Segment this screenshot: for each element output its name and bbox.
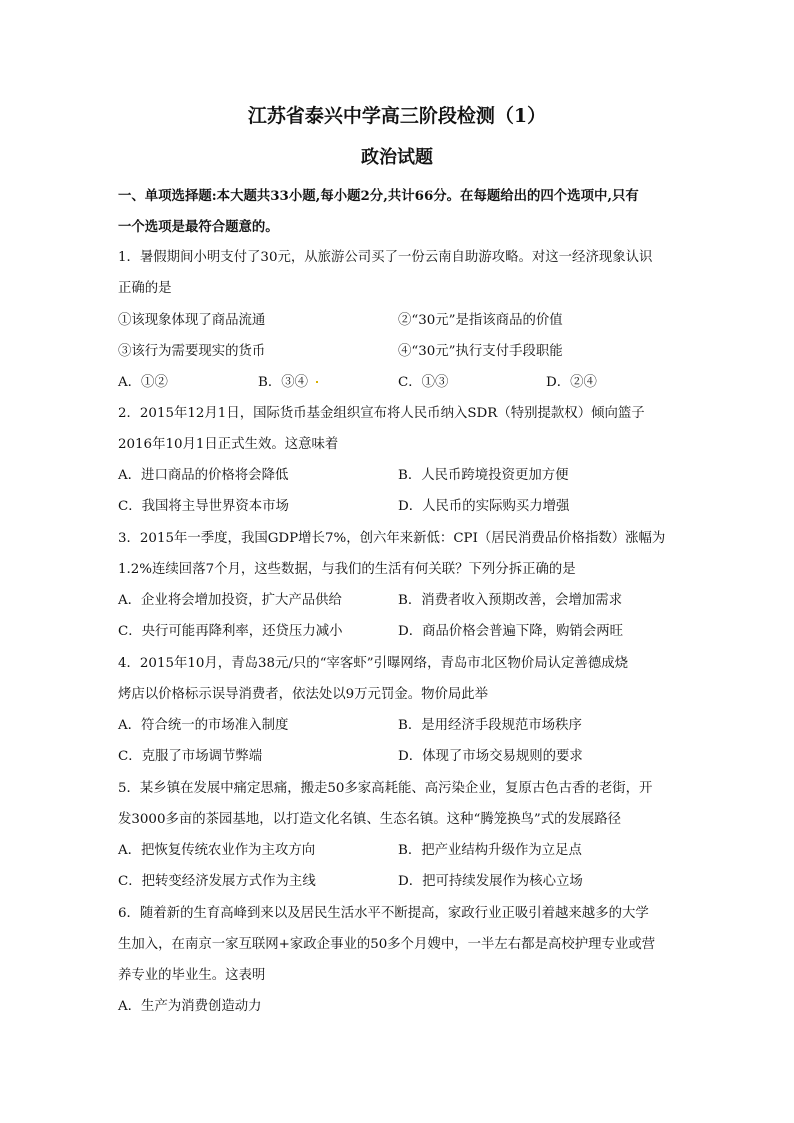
q5-option-a: A．把恢复传统农业作为主攻方向 [118, 843, 316, 858]
stray-mark [316, 381, 318, 383]
q1-statement-1: ①该现象体现了商品流通 [118, 313, 266, 328]
q1-option-d: D．②④ [546, 375, 597, 390]
q5-option-b: B．把产业结构升级作为立足点 [398, 843, 582, 858]
q2-option-c: C．我国将主导世界资本市场 [118, 499, 289, 514]
q5-option-d: D．把可持续发展作为核心立场 [398, 874, 583, 889]
q1-statement-4: ④“30元”执行支付手段职能 [398, 344, 563, 359]
q1-option-c: C．①③ [398, 375, 449, 390]
q6-stem-line2: 生加入，在南京一家互联网+家政企事业的50多个月嫂中，一半左右都是高校护理专业或营 [118, 937, 656, 952]
q3-option-c: C．央行可能再降利率，还贷压力减小 [118, 624, 343, 639]
q4-option-c: C．克服了市场调节弊端 [118, 749, 263, 764]
q4-stem-line1: 4．2015年10月，青岛38元/只的“宰客虾”引曝网络，青岛市北区物价局认定善德成烧 [118, 656, 628, 671]
q6-option-a: A．生产为消费创造动力 [118, 999, 262, 1014]
q1-stem-line2: 正确的是 [118, 281, 172, 296]
q1-statement-3: ③该行为需要现实的货币 [118, 344, 266, 359]
q3-stem-line2: 1.2%连续回落7个月，这些数据，与我们的生活有何关联？下列分拆正确的是 [118, 562, 576, 577]
q6-stem-line3: 养专业的毕业生。这表明 [118, 968, 266, 983]
q5-option-c: C．把转变经济发展方式作为主线 [118, 874, 316, 889]
q2-stem-line1: 2．2015年12月1日，国际货币基金组织宣布将人民币纳入SDR（特别提款权）倾向篮子 [118, 406, 645, 421]
section-heading-line2: 一个选项是最符合题意的。 [118, 219, 279, 235]
q5-stem-line1: 5．某乡镇在发展中痛定思痛，搬走50多家高耗能、高污染企业，复原古色古香的老街，开 [118, 781, 653, 796]
q1-statement-2: ②“30元”是指该商品的价值 [398, 313, 563, 328]
q2-stem-line2: 2016年10月1日正式生效。这意味着 [118, 437, 339, 452]
q3-option-b: B．消费者收入预期改善，会增加需求 [398, 593, 623, 608]
q5-stem-line2: 发3000多亩的茶园基地，以打造文化名镇、生态名镇。这种“腾笼换鸟”式的发展路径 [118, 812, 622, 827]
q1-option-a: A．①② [118, 375, 168, 390]
q1-stem-line1: 1．暑假期间小明支付了30元，从旅游公司买了一份云南自助游攻略。对这一经济现象认识 [118, 250, 653, 265]
q3-option-d: D．商品价格会普遍下降，购销会两旺 [398, 624, 623, 639]
q1-option-b: B．③④ [258, 375, 309, 390]
section-heading-line1: 一、单项选择题:本大题共33小题,每小题2分,共计66分。在每题给出的四个选项中,只有 [118, 188, 639, 204]
q3-stem-line1: 3．2015年一季度，我国GDP增长7%，创六年来新低：CPI（居民消费品价格指数）涨幅为 [118, 531, 666, 546]
q4-option-d: D．体现了市场交易规则的要求 [398, 749, 583, 764]
q4-option-a: A．符合统一的市场准入制度 [118, 718, 289, 733]
page-title: 江苏省泰兴中学高三阶段检测（1） [247, 105, 547, 127]
q2-option-b: B．人民币跨境投资更加方便 [398, 468, 569, 483]
q3-option-a: A．企业将会增加投资，扩大产品供给 [118, 593, 342, 608]
q4-option-b: B．是用经济手段规范市场秩序 [398, 718, 582, 733]
q6-stem-line1: 6．随着新的生育高峰到来以及居民生活水平不断提高，家政行业正吸引着越来越多的大学 [118, 906, 649, 921]
q4-stem-line2: 烤店以价格标示误导消费者，依法处以9万元罚金。物价局此举 [118, 687, 489, 702]
page-subtitle: 政治试题 [361, 147, 433, 168]
q2-option-d: D．人民币的实际购买力增强 [398, 499, 570, 514]
q2-option-a: A．进口商品的价格将会降低 [118, 468, 289, 483]
